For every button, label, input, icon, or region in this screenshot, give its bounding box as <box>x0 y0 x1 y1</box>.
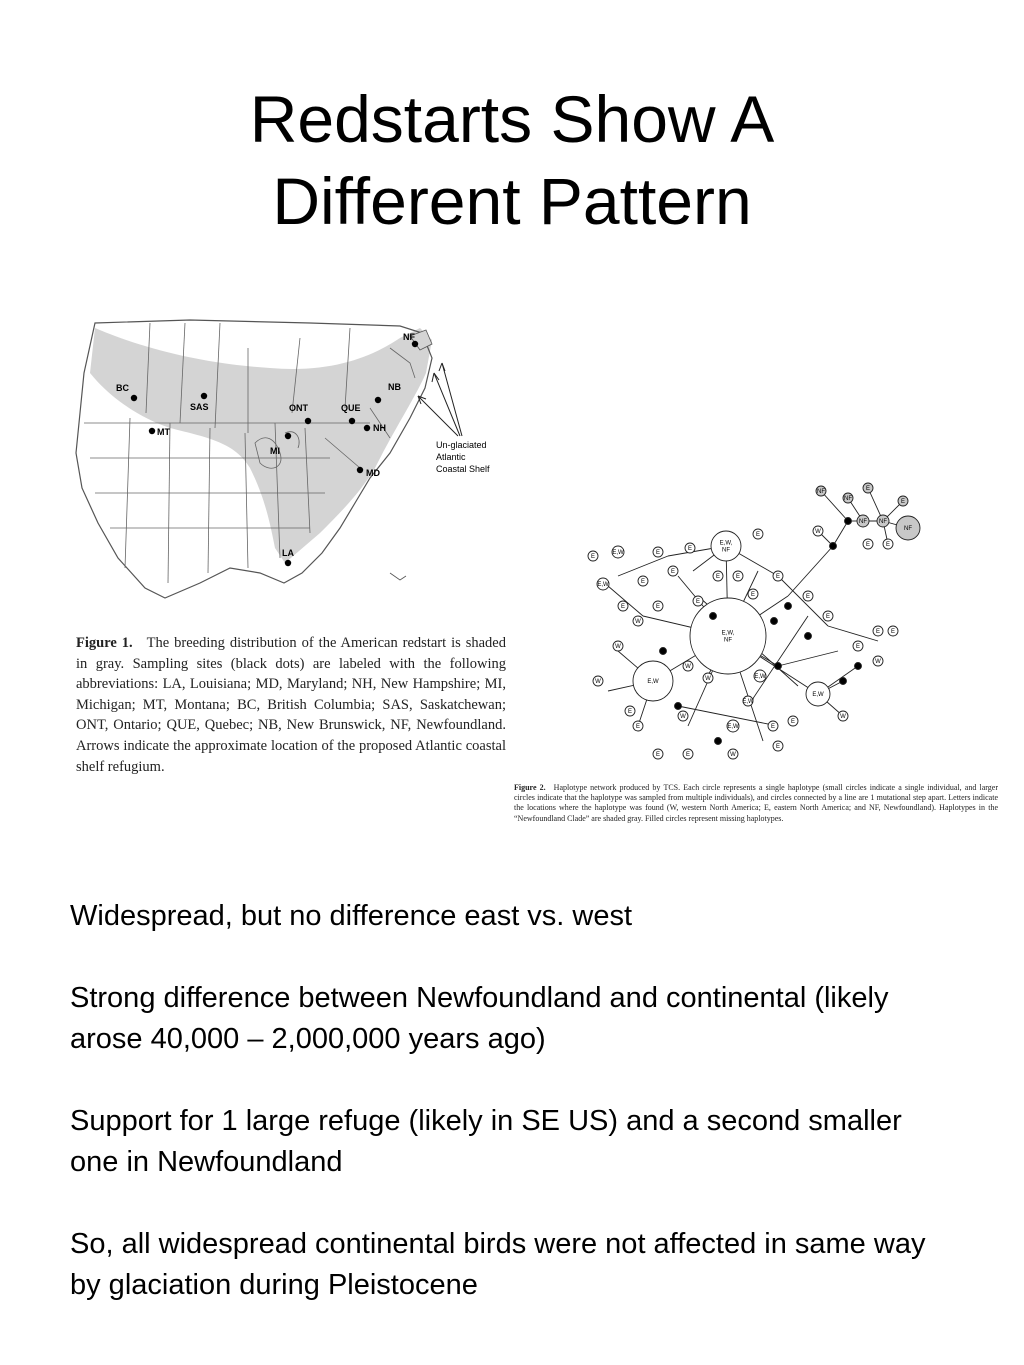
node-e-label: E <box>805 594 811 600</box>
missing-node-circle <box>830 543 837 550</box>
site-dot-mi <box>285 433 291 439</box>
node-w-label: W <box>615 644 621 650</box>
node-w-label: W <box>685 664 691 670</box>
large-node-ew-nf-top-label: NF <box>722 547 730 554</box>
site-label-la: LA <box>282 548 294 558</box>
large-node-ew-left-label: E,W <box>647 679 659 685</box>
site-dot-nh <box>364 425 370 431</box>
site-dot-mt <box>149 428 155 434</box>
node-e-label: E <box>655 604 661 610</box>
map-svg <box>70 318 510 608</box>
node-w-label: W <box>705 676 711 682</box>
node-e-label: E <box>900 499 906 505</box>
node-w-label: W <box>815 529 821 535</box>
node-e-label: E <box>655 550 661 556</box>
site-label-bc: BC <box>116 383 129 393</box>
node-e-label: E <box>750 592 756 598</box>
title-line-2: Different Pattern <box>272 164 752 238</box>
node-nf-label: NF <box>879 519 887 525</box>
node-e-label: E <box>687 546 693 552</box>
site-label-nb: NB <box>388 382 401 392</box>
site-dot-que <box>349 418 355 424</box>
point-1: Widespread, but no difference east vs. west <box>70 900 633 932</box>
node-e-label: E <box>590 554 596 560</box>
site-dot-bc <box>131 395 137 401</box>
slide-body <box>70 896 950 1347</box>
site-dot-sas <box>201 393 207 399</box>
node-e-label: E <box>855 644 861 650</box>
node-e-label: E <box>775 744 781 750</box>
missing-node-circle <box>710 613 717 620</box>
missing-node-circle <box>805 633 812 640</box>
annotation-line-1: Un-glaciated <box>436 440 487 450</box>
node-e-label: E <box>655 752 661 758</box>
site-label-ont: ONT <box>289 403 308 413</box>
haplotype-network <box>578 476 924 778</box>
node-e-label: E <box>875 629 881 635</box>
node-e-label: E <box>620 604 626 610</box>
site-dot-md <box>357 467 363 473</box>
florida-keys <box>390 573 406 580</box>
site-label-mi: MI <box>270 446 280 456</box>
breeding-distribution-map <box>70 318 510 608</box>
large-node-ew-right-label: E,W <box>812 692 824 698</box>
site-label-md: MD <box>366 468 380 478</box>
site-label-nh: NH <box>373 423 386 433</box>
network-nodes <box>588 483 920 759</box>
node-ew-label: E,W <box>742 699 754 705</box>
missing-node-circle <box>675 703 682 710</box>
missing-node-circle <box>660 648 667 655</box>
node-e-label: E <box>770 724 776 730</box>
figure-1-caption-text: The breeding distribution of the American redstart is shaded in gray. Sampling sites (black dots) are labeled with the following abbreviations: LA, Louisiana; MD, Maryland; NH, New Hampshire; MI, Michigan; MT, Montana; BC, British Columbia; SAS, Saskatchewan; ONT, Ontario; QUE, Quebec; NB, New Brunswick, NF, Newfoundland. Arrows indicate the approximate location of the proposed Atlantic coastal shelf refugium. <box>76 635 506 775</box>
annotation-line-3: Coastal Shelf <box>436 464 490 474</box>
node-e-label: E <box>825 614 831 620</box>
node-e-label: E <box>735 574 741 580</box>
node-e-label: E <box>670 569 676 575</box>
node-w-label: W <box>730 752 736 758</box>
title-line-1: Redstarts Show A <box>249 82 775 156</box>
site-label-que: QUE <box>341 403 361 413</box>
site-label-mt: MT <box>157 427 170 437</box>
figure-1-caption <box>76 633 506 777</box>
missing-node-circle <box>715 738 722 745</box>
node-ew-label: E,W <box>612 550 624 556</box>
node-e-label: E <box>635 724 641 730</box>
node-w-label: W <box>875 659 881 665</box>
node-ew-label: E,W <box>597 582 609 588</box>
node-e-label: E <box>775 574 781 580</box>
missing-node-circle <box>840 678 847 685</box>
node-e-label: E <box>865 542 871 548</box>
node-e-label: E <box>685 752 691 758</box>
node-w-label: W <box>840 714 846 720</box>
figure-1-label: Figure 1. <box>76 635 133 651</box>
figure-2-caption <box>514 783 998 824</box>
network-svg <box>578 476 924 778</box>
figure-2-caption-text: Haplotype network produced by TCS. Each circle represents a single haplotype (small circles indicate a single individual, and larger circles indicate that the haplotype was sampled from multiple individuals), and circles connected by a line are 1 mutational step apart. Letters indicate the locations where the haplotype was found (W, western North America; E, eastern North America; and NF, Newfoundland). Haplotypes in the “Newfoundland Clade” are shaded gray. Filled circles represent missing haplotypes. <box>514 783 998 823</box>
slide-title <box>0 78 1024 242</box>
large-node-ew-nf-center-label: E,W, <box>721 630 735 637</box>
missing-node-circle <box>845 518 852 525</box>
annotation-line-2: Atlantic <box>436 452 466 462</box>
site-label-sas: SAS <box>190 402 209 412</box>
node-e-label: E <box>890 629 896 635</box>
node-e-label: E <box>885 542 891 548</box>
point-4: So, all widespread continental birds were not affected in same way by glaciation during Pleistocene <box>70 1228 926 1301</box>
site-dot-la <box>285 560 291 566</box>
node-e-label: E <box>865 486 871 492</box>
node-e-label: E <box>695 599 701 605</box>
node-ew-label: E,W <box>754 674 766 680</box>
point-3: Support for 1 large refuge (likely in SE US) and a second smaller one in Newfoundland <box>70 1105 902 1178</box>
site-dot-ont <box>305 418 311 424</box>
missing-node-circle <box>785 603 792 610</box>
node-nf-label: NF <box>859 519 867 525</box>
missing-node-circle <box>775 663 782 670</box>
node-nf-label: NF <box>844 496 852 502</box>
node-w-label: W <box>680 714 686 720</box>
site-dot-nb <box>375 397 381 403</box>
node-e-label: E <box>755 532 761 538</box>
node-ew-label: E,W <box>727 724 739 730</box>
figure-2-label: Figure 2. <box>514 783 546 792</box>
node-e-label: E <box>627 709 633 715</box>
site-label-nf: NF <box>403 332 415 342</box>
large-node-nf-label: NF <box>904 526 912 532</box>
missing-node-circle <box>855 663 862 670</box>
node-e-label: E <box>640 579 646 585</box>
node-w-label: W <box>595 679 601 685</box>
large-node-ew-nf-center-label: NF <box>724 637 732 644</box>
large-node-ew-nf-top-label: E,W, <box>719 540 733 547</box>
node-w-label: W <box>635 619 641 625</box>
node-nf-label: NF <box>817 489 825 495</box>
node-e-label: E <box>715 574 721 580</box>
node-e-label: E <box>790 719 796 725</box>
point-2: Strong difference between Newfoundland and continental (likely arose 40,000 – 2,000,000 years ago) <box>70 982 889 1055</box>
missing-node-circle <box>771 618 778 625</box>
